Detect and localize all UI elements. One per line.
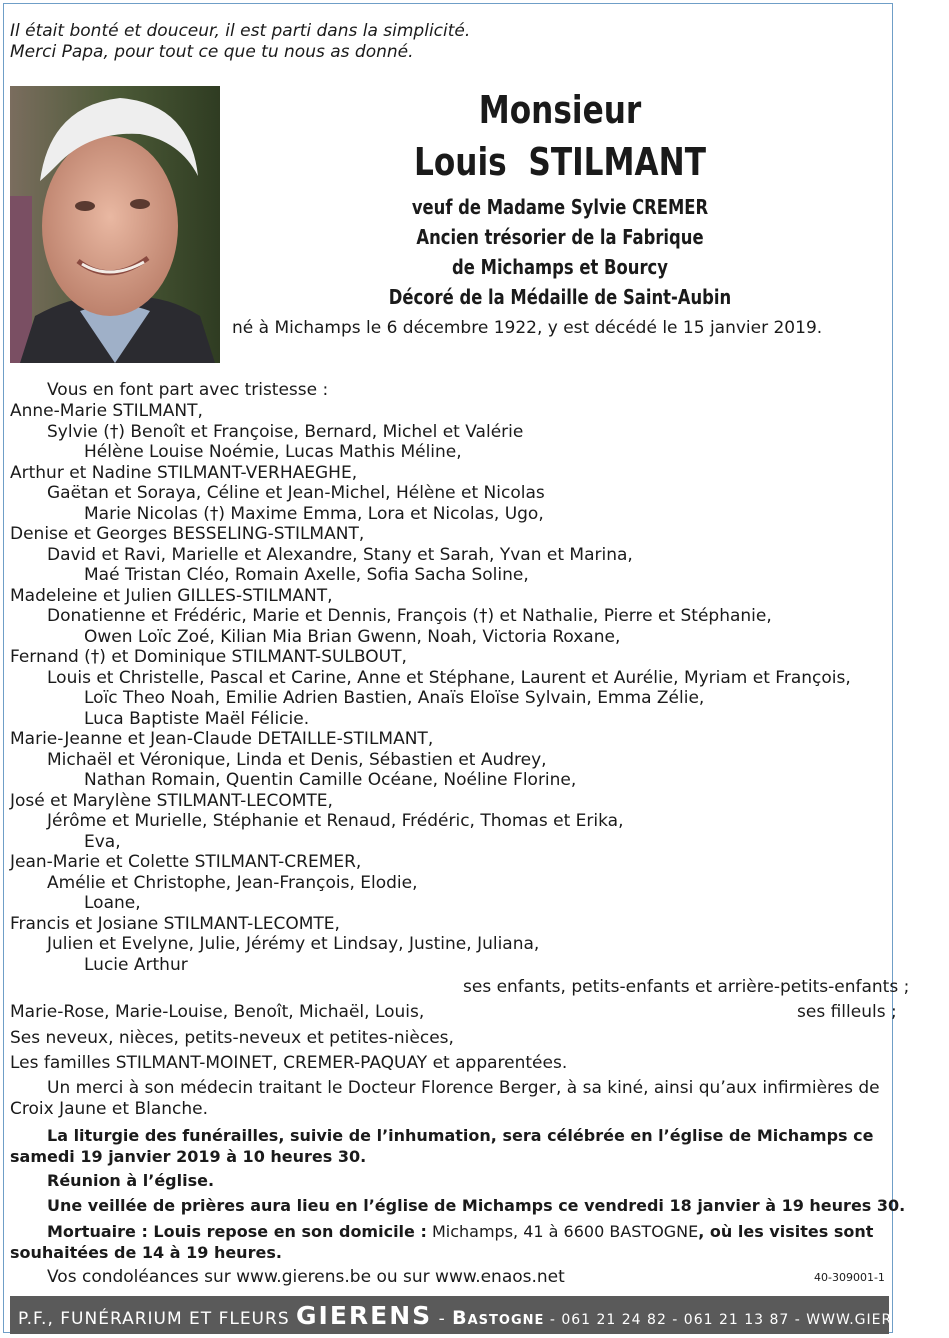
footer-prefix: P.F., FUNÉRARIUM ET FLEURS (18, 1308, 290, 1329)
family-line: Loïc Theo Noah, Emilie Adrien Bastien, Anaïs Eloïse Sylvain, Emma Zélie, (84, 688, 705, 708)
family-line: Sylvie (†) Benoît et Françoise, Bernard, Michel et Valérie (47, 421, 524, 442)
footer-sep: - (432, 1308, 453, 1329)
family-line: Maé Tristan Cléo, Romain Axelle, Sofia Sacha Soline, (84, 565, 529, 585)
family-line: Michaël et Véronique, Linda et Denis, Sébastien et Audrey, (47, 749, 547, 770)
family-line: José et Marylène STILMANT-LECOMTE, (10, 790, 333, 811)
deceased-name: Louis STILMANT (414, 140, 706, 184)
family-line: Donatienne et Frédéric, Marie et Dennis, François (†) et Nathalie, Pierre et Stéphanie, (47, 606, 772, 626)
thanks-paragraph: Un merci à son médecin traitant le Docteur Florence Berger, à sa kiné, ainsi qu’aux infirmières de Croix Jaune et Blanche. (10, 1078, 880, 1119)
family-intro: Vous en font part avec tristesse : (47, 380, 329, 400)
footer-contact: - 061 21 24 82 - 061 21 13 87 - WWW.GIERENS.BE (544, 1311, 949, 1328)
vigil-line: Une veillée de prières aura lieu en l’église de Michamps ce vendredi 18 janvier à 19 heures 30. (47, 1196, 906, 1215)
family-line: David et Ravi, Marielle et Alexandre, Stany et Sarah, Yvan et Marina, (47, 544, 633, 565)
family-line: Lucie Arthur (84, 954, 188, 975)
family-line: Fernand (†) et Dominique STILMANT-SULBOUT, (10, 647, 407, 667)
families-line: Les familles STILMANT-MOINET, CREMER-PAQUAY et apparentées. (10, 1053, 568, 1073)
subtitle-treasurer: Ancien trésorier de la Fabrique (416, 225, 704, 249)
salutation: Monsieur (478, 88, 642, 132)
godchildren-label: ses filleuls ; (797, 1002, 897, 1022)
family-line: Julien et Evelyne, Julie, Jérémy et Lindsay, Justine, Juliana, (47, 934, 540, 954)
family-line: Gaëtan et Soraya, Céline et Jean-Michel, Hélène et Nicolas (47, 483, 545, 503)
family-line: Nathan Romain, Quentin Camille Océane, Noéline Florine, (84, 770, 577, 790)
quote-line-2: Merci Papa, pour tout ce que tu nous as donné. (10, 42, 414, 62)
subtitle-widower: veuf de Madame Sylvie CREMER (411, 195, 709, 219)
mortuary-label: Mortuaire : Louis repose en son domicile : (47, 1222, 427, 1241)
footer-city: Bastogne (452, 1306, 545, 1329)
family-line: Francis et Josiane STILMANT-LECOMTE, (10, 913, 340, 934)
reference-number: 40-309001-1 (814, 1271, 885, 1284)
footer-brand: GIERENS (296, 1300, 433, 1330)
mortuary-hours: , où les visites sont souhaitées de 14 à 19 heures. (10, 1222, 874, 1262)
family-line: Arthur et Nadine STILMANT-VERHAEGHE, (10, 462, 358, 483)
name-block (230, 84, 890, 312)
family-line: Eva, (84, 831, 121, 852)
liturgy-paragraph: La liturgie des funérailles, suivie de l’inhumation, sera célébrée en l’église de Michamps ce samedi 19 janvier 2019 à 10 heures 30. (10, 1126, 874, 1166)
children-label: ses enfants, petits-enfants et arrière-petits-enfants ; (463, 977, 910, 997)
family-line: Hélène Louise Noémie, Lucas Mathis Méline, (84, 442, 462, 462)
birth-death-line: né à Michamps le 6 décembre 1922, y est décédé le 15 janvier 2019. (232, 318, 823, 338)
quote-line-1: Il était bonté et douceur, il est parti dans la simplicité. (10, 21, 471, 41)
family-line: Marie-Jeanne et Jean-Claude DETAILLE-STILMANT, (10, 729, 434, 749)
subtitle-parish: de Michamps et Bourcy (452, 255, 668, 279)
family-line: Loane, (84, 893, 141, 913)
godchildren-names: Marie-Rose, Marie-Louise, Benoît, Michaël, Louis, (10, 1002, 425, 1022)
family-line: Jean-Marie et Colette STILMANT-CREMER, (10, 852, 362, 872)
condolences-line: Vos condoléances sur www.gierens.be ou sur www.enaos.net (47, 1267, 565, 1287)
family-line: Louis et Christelle, Pascal et Carine, Anne et Stéphane, Laurent et Aurélie, Myriam et François, (47, 667, 851, 688)
family-line: Anne-Marie STILMANT, (10, 401, 203, 421)
family-line: Madeleine et Julien GILLES-STILMANT, (10, 585, 333, 606)
subtitle-medal: Décoré de la Médaille de Saint-Aubin (388, 285, 732, 309)
family-line: Marie Nicolas (†) Maxime Emma, Lora et Nicolas, Ugo, (84, 503, 544, 524)
portrait-photo (10, 86, 220, 363)
family-line: Amélie et Christophe, Jean-François, Elodie, (47, 872, 418, 893)
nephews-line: Ses neveux, nièces, petits-neveux et petites-nièces, (10, 1028, 454, 1048)
family-line: Jérôme et Murielle, Stéphanie et Renaud, Frédéric, Thomas et Erika, (47, 811, 624, 831)
family-line: Denise et Georges BESSELING-STILMANT, (10, 524, 365, 544)
meeting-line: Réunion à l’église. (47, 1171, 215, 1190)
family-line: Owen Loïc Zoé, Kilian Mia Brian Gwenn, Noah, Victoria Roxane, (84, 626, 621, 647)
mortuary-address: Michamps, 41 à 6600 BASTOGNE (431, 1222, 699, 1241)
family-line: Luca Baptiste Maël Félicie. (84, 708, 310, 729)
mortuary-paragraph (10, 1221, 890, 1263)
funeral-home-banner (10, 1296, 949, 1334)
